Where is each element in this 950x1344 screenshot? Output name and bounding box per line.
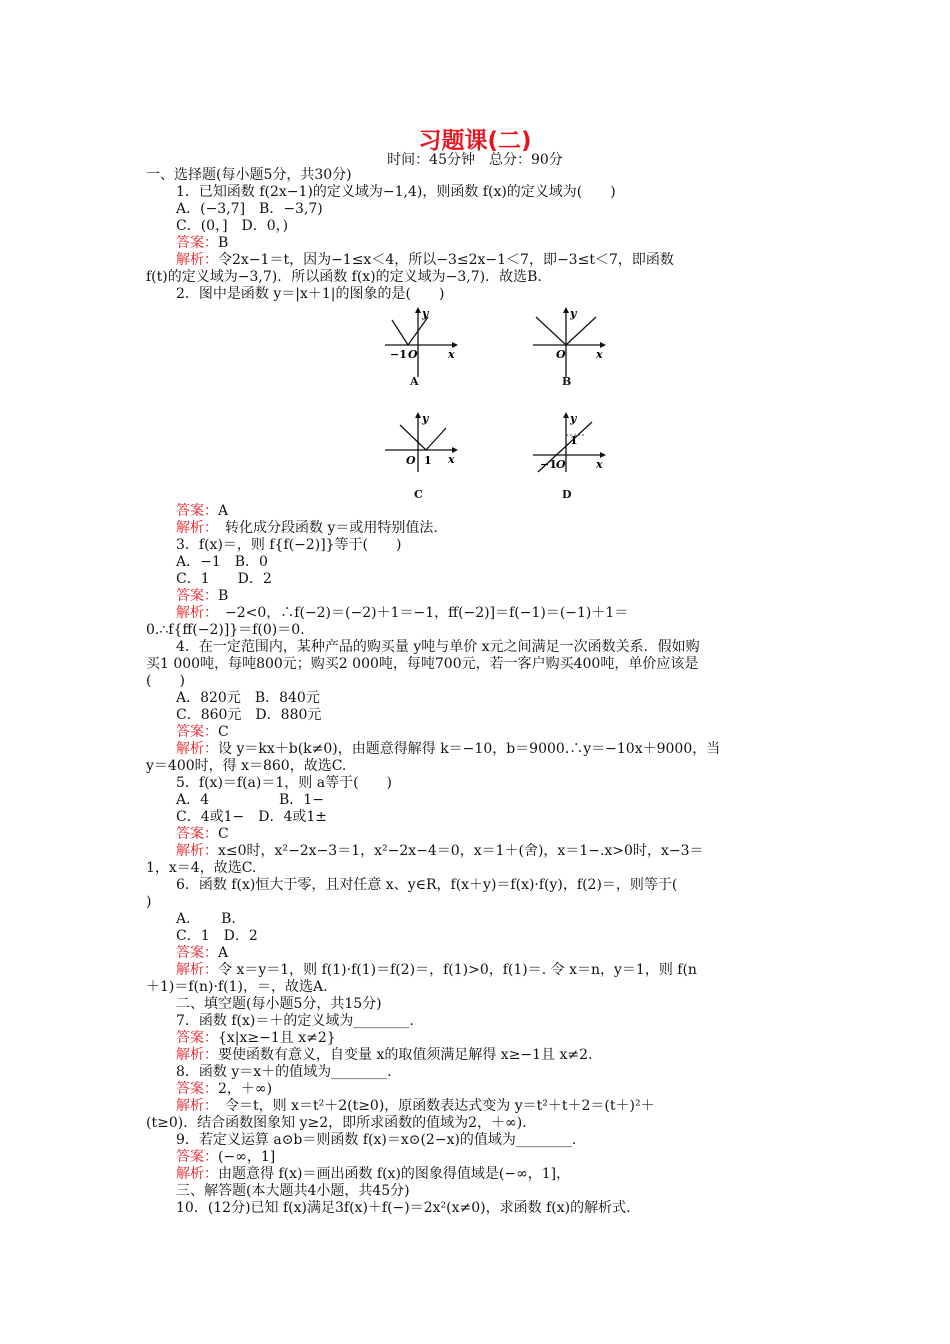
origin-label: O	[556, 458, 566, 471]
y-axis-arrow	[415, 307, 421, 313]
section-heading: 三、解答题(本大题共4小题，共45分)	[176, 1183, 410, 1199]
time-score-line: 时间：45分钟 总分：90分	[387, 152, 563, 168]
label-prefix: 解析：	[176, 843, 218, 859]
answer-line: 答案：(−∞，1]	[176, 1149, 276, 1165]
origin-label: O	[556, 348, 566, 361]
label-prefix: 答案：	[176, 1030, 218, 1046]
graph-caption: C	[414, 488, 423, 501]
option-line: A． B.	[176, 911, 236, 927]
label-prefix: 解析：	[176, 1098, 211, 1114]
option-line: C．1 D．2	[176, 571, 272, 587]
label-prefix: 解析：	[176, 605, 211, 621]
question-text: 买1 000吨，每吨800元；购买2 000吨，每吨700元，若一客户购买400吨，单价应该是	[146, 656, 699, 672]
analysis-line: ＋1)＝f(n)·f(1)，＝，故选A.	[146, 979, 328, 995]
analysis-line: 解析：令 x＝y＝1，则 f(1)·f(1)＝f(2)＝，f(1)>0，f(1)＝. 令 x＝n，y＝1，则 f(n	[176, 962, 697, 978]
analysis-line: 解析： −2<0，∴f(−2)＝(−2)＋1＝−1，ff(−2)]＝f(−1)＝(−1)＋1＝	[176, 605, 629, 621]
y-axis-label: y	[422, 307, 429, 320]
answer-line: 答案：C	[176, 826, 229, 842]
analysis-line: 解析：要使函数有意义，自变量 x的取值须满足解得 x≥−1且 x≠2.	[176, 1047, 593, 1063]
y-axis-label: y	[422, 412, 429, 425]
y-axis-label: y	[570, 307, 577, 320]
label-prefix: 答案：	[176, 588, 218, 604]
graph-option-b	[528, 305, 608, 390]
function-curve	[400, 425, 446, 450]
option-line: C．1 D．2	[176, 928, 258, 944]
answer-line: 答案：A	[176, 945, 229, 961]
analysis-line: 解析：令2x−1＝t，因为−1≤x＜4，所以−3≤2x−1＜7，即−3≤t＜7，即函数	[176, 252, 674, 268]
y-axis-arrow	[563, 412, 569, 418]
graph-option-d	[528, 410, 608, 500]
answer-line: 答案：{x|x≥−1且 x≠2}	[176, 1030, 336, 1046]
question-text: ( )	[146, 673, 185, 689]
x-axis-label: x	[448, 348, 455, 361]
option-line: A．820元 B．840元	[176, 690, 320, 706]
y-axis-arrow	[415, 412, 421, 418]
analysis-line: 1，x＝4，故选C.	[146, 860, 257, 876]
section-heading: 一、选择题(每小题5分，共30分)	[146, 167, 352, 183]
y-axis-arrow	[563, 307, 569, 313]
label-prefix: 解析：	[176, 252, 218, 268]
label-prefix: 解析：	[176, 962, 218, 978]
question-text: 2．图中是函数 y＝|x＋1|的图象的是( )	[176, 286, 445, 302]
graph-caption: D	[562, 488, 572, 501]
label-prefix: 解析：	[176, 741, 218, 757]
label-prefix: 解析：	[176, 1166, 218, 1182]
answer-line: 答案：A	[176, 503, 229, 519]
question-text: 10．(12分)已知 f(x)满足3f(x)＋f(−)＝2x²(x≠0)，求函数 f(x)的解析式.	[176, 1200, 631, 1216]
option-line: C．4或1− D．4或1±	[176, 809, 328, 825]
label-prefix: 解析：	[176, 1047, 218, 1063]
analysis-line: 解析：x≤0时，x²−2x−3＝1，x²−2x−4＝0，x＝1＋(舍)，x＝1−.x>0时，x−3＝	[176, 843, 704, 859]
graph-option-a	[380, 305, 460, 390]
question-text: 7．函数 f(x)＝＋的定义域为________.	[176, 1013, 414, 1029]
analysis-line: 解析：设 y＝kx＋b(k≠0)，由题意得解得 k＝−10，b＝9000.∴y＝−10x＋9000，当	[176, 741, 721, 757]
analysis-line: y＝400时，得 x＝860，故选C.	[146, 758, 347, 774]
question-text: 6．函数 f(x)恒大于零，且对任意 x、y∈R，f(x＋y)＝f(x)·f(y)，f(2)＝，则等于(	[176, 877, 678, 893]
section-heading: 二、填空题(每小题5分，共15分)	[176, 996, 382, 1012]
label-prefix: 答案：	[176, 945, 218, 961]
tick-label: 1	[570, 434, 578, 447]
label-prefix: 答案：	[176, 503, 218, 519]
graph-caption: A	[410, 375, 419, 388]
label-prefix: 答案：	[176, 724, 218, 740]
origin-label: O	[408, 348, 418, 361]
analysis-line: 解析：由题意得 f(x)＝画出函数 f(x)的图象得值域是(−∞，1]，	[176, 1166, 571, 1182]
function-curve	[392, 317, 428, 345]
page-title: 习题课(二)	[418, 128, 532, 154]
label-prefix: 解析：	[176, 520, 211, 536]
label-prefix: 答案：	[176, 235, 218, 251]
tick-label: −1	[390, 348, 407, 361]
question-text: )	[146, 894, 152, 910]
option-line: A．−1 B．0	[176, 554, 268, 570]
x-axis-label: x	[596, 348, 603, 361]
analysis-line: (t≥0)．结合函数图象知 y≥2，即所求函数的值域为2，＋∞).	[146, 1115, 527, 1131]
question-text: 9．若定义运算 a⊙b＝则函数 f(x)＝x⊙(2−x)的值域为________.	[176, 1132, 577, 1148]
tick-label: −1	[540, 458, 557, 471]
question-text: 3．f(x)＝，则 f{f(−2)]}等于( )	[176, 537, 402, 553]
option-line: C．860元 D．880元	[176, 707, 322, 723]
label-prefix: 答案：	[176, 826, 218, 842]
x-axis-label: x	[596, 458, 603, 471]
origin-label: O	[406, 454, 416, 467]
question-text: 4．在一定范围内，某种产品的购买量 y吨与单价 x元之间满足一次函数关系．假如购	[176, 639, 700, 655]
option-line: C．(0，] D．0，)	[176, 218, 289, 234]
option-line: A．(−3,7] B．−3,7)	[176, 201, 323, 217]
x-axis-label: x	[448, 453, 455, 466]
label-prefix: 答案：	[176, 1081, 218, 1097]
graph-option-c	[380, 410, 460, 500]
question-text: 5．f(x)＝f(a)＝1，则 a等于( )	[176, 775, 392, 791]
answer-line: 答案：2，＋∞)	[176, 1081, 273, 1097]
option-line: A．4 B．1−	[176, 792, 324, 808]
answer-line: 答案：C	[176, 724, 229, 740]
question-text: 1．已知函数 f(2x−1)的定义域为−1,4)，则函数 f(x)的定义域为( )	[176, 184, 616, 200]
question-text: 8．函数 y＝x＋的值域为________.	[176, 1064, 392, 1080]
label-prefix: 答案：	[176, 1149, 218, 1165]
answer-line: 答案：B	[176, 235, 229, 251]
y-axis-label: y	[570, 412, 577, 425]
analysis-line: f(t)的定义域为−3,7)．所以函数 f(x)的定义域为−3,7)．故选B.	[146, 269, 542, 285]
tick-label: 1	[424, 454, 432, 467]
graph-caption: B	[562, 375, 572, 388]
answer-line: 答案：B	[176, 588, 229, 604]
analysis-line: 解析： 令＝t，则 x＝t²＋2(t≥0)，原函数表达式变为 y＝t²＋t＋2＝(t＋)²＋	[176, 1098, 655, 1114]
analysis-line: 0.∴f{ff(−2)]}＝f(0)＝0.	[146, 622, 305, 638]
analysis-line: 解析： 转化成分段函数 y＝或用特别值法.	[176, 520, 438, 536]
